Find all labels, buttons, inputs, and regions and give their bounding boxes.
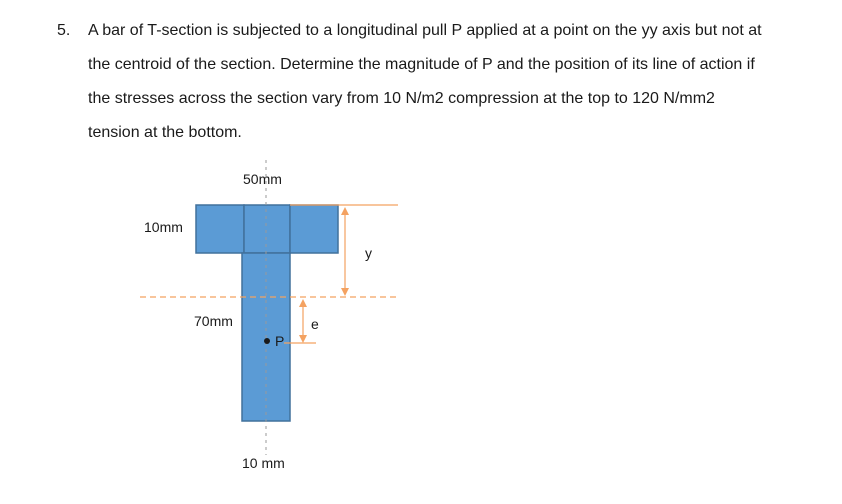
web-height-label: 70mm <box>194 313 233 329</box>
flange-left-block <box>196 205 244 253</box>
e-label: e <box>311 316 319 332</box>
flange-thickness-label: 10mm <box>144 219 183 235</box>
y-arrow-down-icon <box>341 288 349 296</box>
question-line-2: the centroid of the section. Determine the magnitude of P and the position of its line of action if <box>88 56 755 73</box>
flange-right-block <box>290 205 338 253</box>
question-line-3: the stresses across the section vary from 10 N/m2 compression at the top to 120 N/mm2 <box>88 90 715 107</box>
top-width-label: 50mm <box>243 171 282 187</box>
flange-center-block <box>244 205 290 253</box>
e-arrow-down-icon <box>299 335 307 343</box>
y-arrow-up-icon <box>341 207 349 215</box>
web-thickness-label: 10 mm <box>242 455 285 471</box>
question-line-1: A bar of T-section is subjected to a longitudinal pull P applied at a point on the yy axis but not at <box>88 22 762 39</box>
y-label: y <box>365 245 372 261</box>
question-number: 5. <box>57 22 71 39</box>
question-line-4: tension at the bottom. <box>88 124 242 141</box>
e-arrow-up-icon <box>299 299 307 307</box>
p-label: P <box>275 333 285 349</box>
load-point-p <box>264 338 270 344</box>
